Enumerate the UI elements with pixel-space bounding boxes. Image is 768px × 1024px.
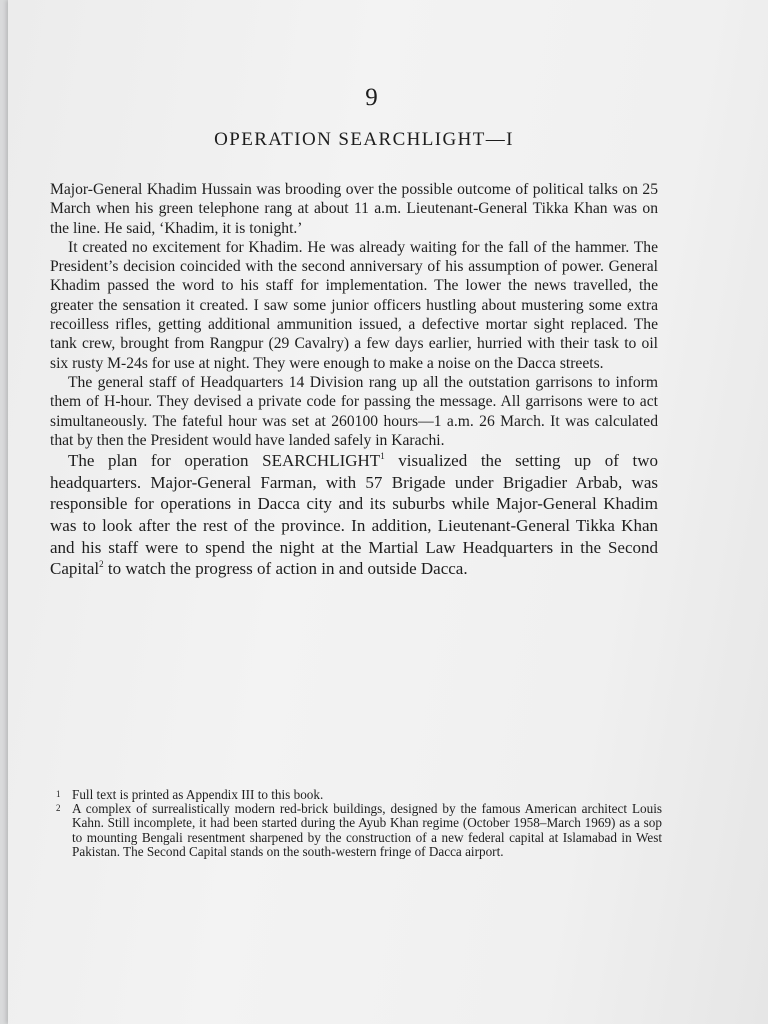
footnote-text-2: A complex of surrealistically modern red-brick buildings, designed by the famous American architect Louis Kahn. Still incomplete, it had been started during the Ayub Khan regime (October 1958–March 1969) as a sop to mounting Bengali resentment sharpened by the construction of a new federal capital at Islamabad in West Pakistan. The Second Capital stands on the south-western fringe of Dacca airport.: [72, 801, 662, 859]
footnotes: [56, 788, 662, 859]
chapter-number: 9: [365, 84, 379, 111]
paragraph-4-text-middle: visualized the setting up of two headquarters. Major-General Farman, with 57 Brigade under Brigadier Arbab, was responsible for operations in Dacca city and its suburbs while Major-General Khadim was to look after the rest of the province. In addition, Lieutenant-General Tikka Khan and his staff were to spend the night at the Martial Law Headquarters in the Second Capital: [50, 451, 658, 579]
paragraph-4-text-end: to watch the progress of action in and outside Dacca.: [103, 559, 468, 579]
footnote-mark-1: 1: [56, 789, 61, 799]
book-page: [8, 0, 768, 1024]
footnote-ref-1: 1: [380, 451, 385, 462]
footnote-ref-2: 2: [99, 559, 104, 570]
paragraph-1: Major-General Khadim Hussain was brooding over the possible outcome of political talks on 25 March when his green telephone rang at about 11 a.m. Lieutenant-General Tikka Khan was on the line. He said, ‘Khadim, it is tonight.’: [50, 181, 658, 237]
paragraph-3: The general staff of Headquarters 14 Division rang up all the outstation garrisons to inform them of H-hour. They devised a private code for passing the message. All garrisons were to act simultaneously. The fateful hour was set at 260100 hours—1 a.m. 26 March. It was calculated that by then the President would have landed safely in Karachi.: [50, 373, 658, 449]
footnote-2: [56, 802, 662, 859]
footnote-text-1: Full text is printed as Appendix III to this book.: [72, 787, 324, 802]
body-text: [50, 180, 658, 580]
paragraph-4: [50, 450, 658, 580]
footnote-mark-2: 2: [56, 803, 61, 814]
paragraph-2: It created no excitement for Khadim. He was already waiting for the fall of the hammer. The President’s decision coincided with the second anniversary of his assumption of power. General Khadim passed the word to his staff for implementation. The lower the news travelled, the greater the sensation it created. I saw some junior officers hustling about mustering some extra recoilless rifles, getting additional ammunition issued, a defective mortar sight replaced. The tank crew, brought from Rangpur (29 Cavalry) a few days earlier, hurried with their task to oil six rusty M-24s for use at night. They were enough to make a noise on the Dacca streets.: [50, 238, 658, 372]
paragraph-4-text-start: The plan for operation SEARCHLIGHT: [68, 451, 381, 471]
footnote-1: [56, 788, 662, 802]
chapter-title: OPERATION SEARCHLIGHT—I: [214, 129, 514, 150]
